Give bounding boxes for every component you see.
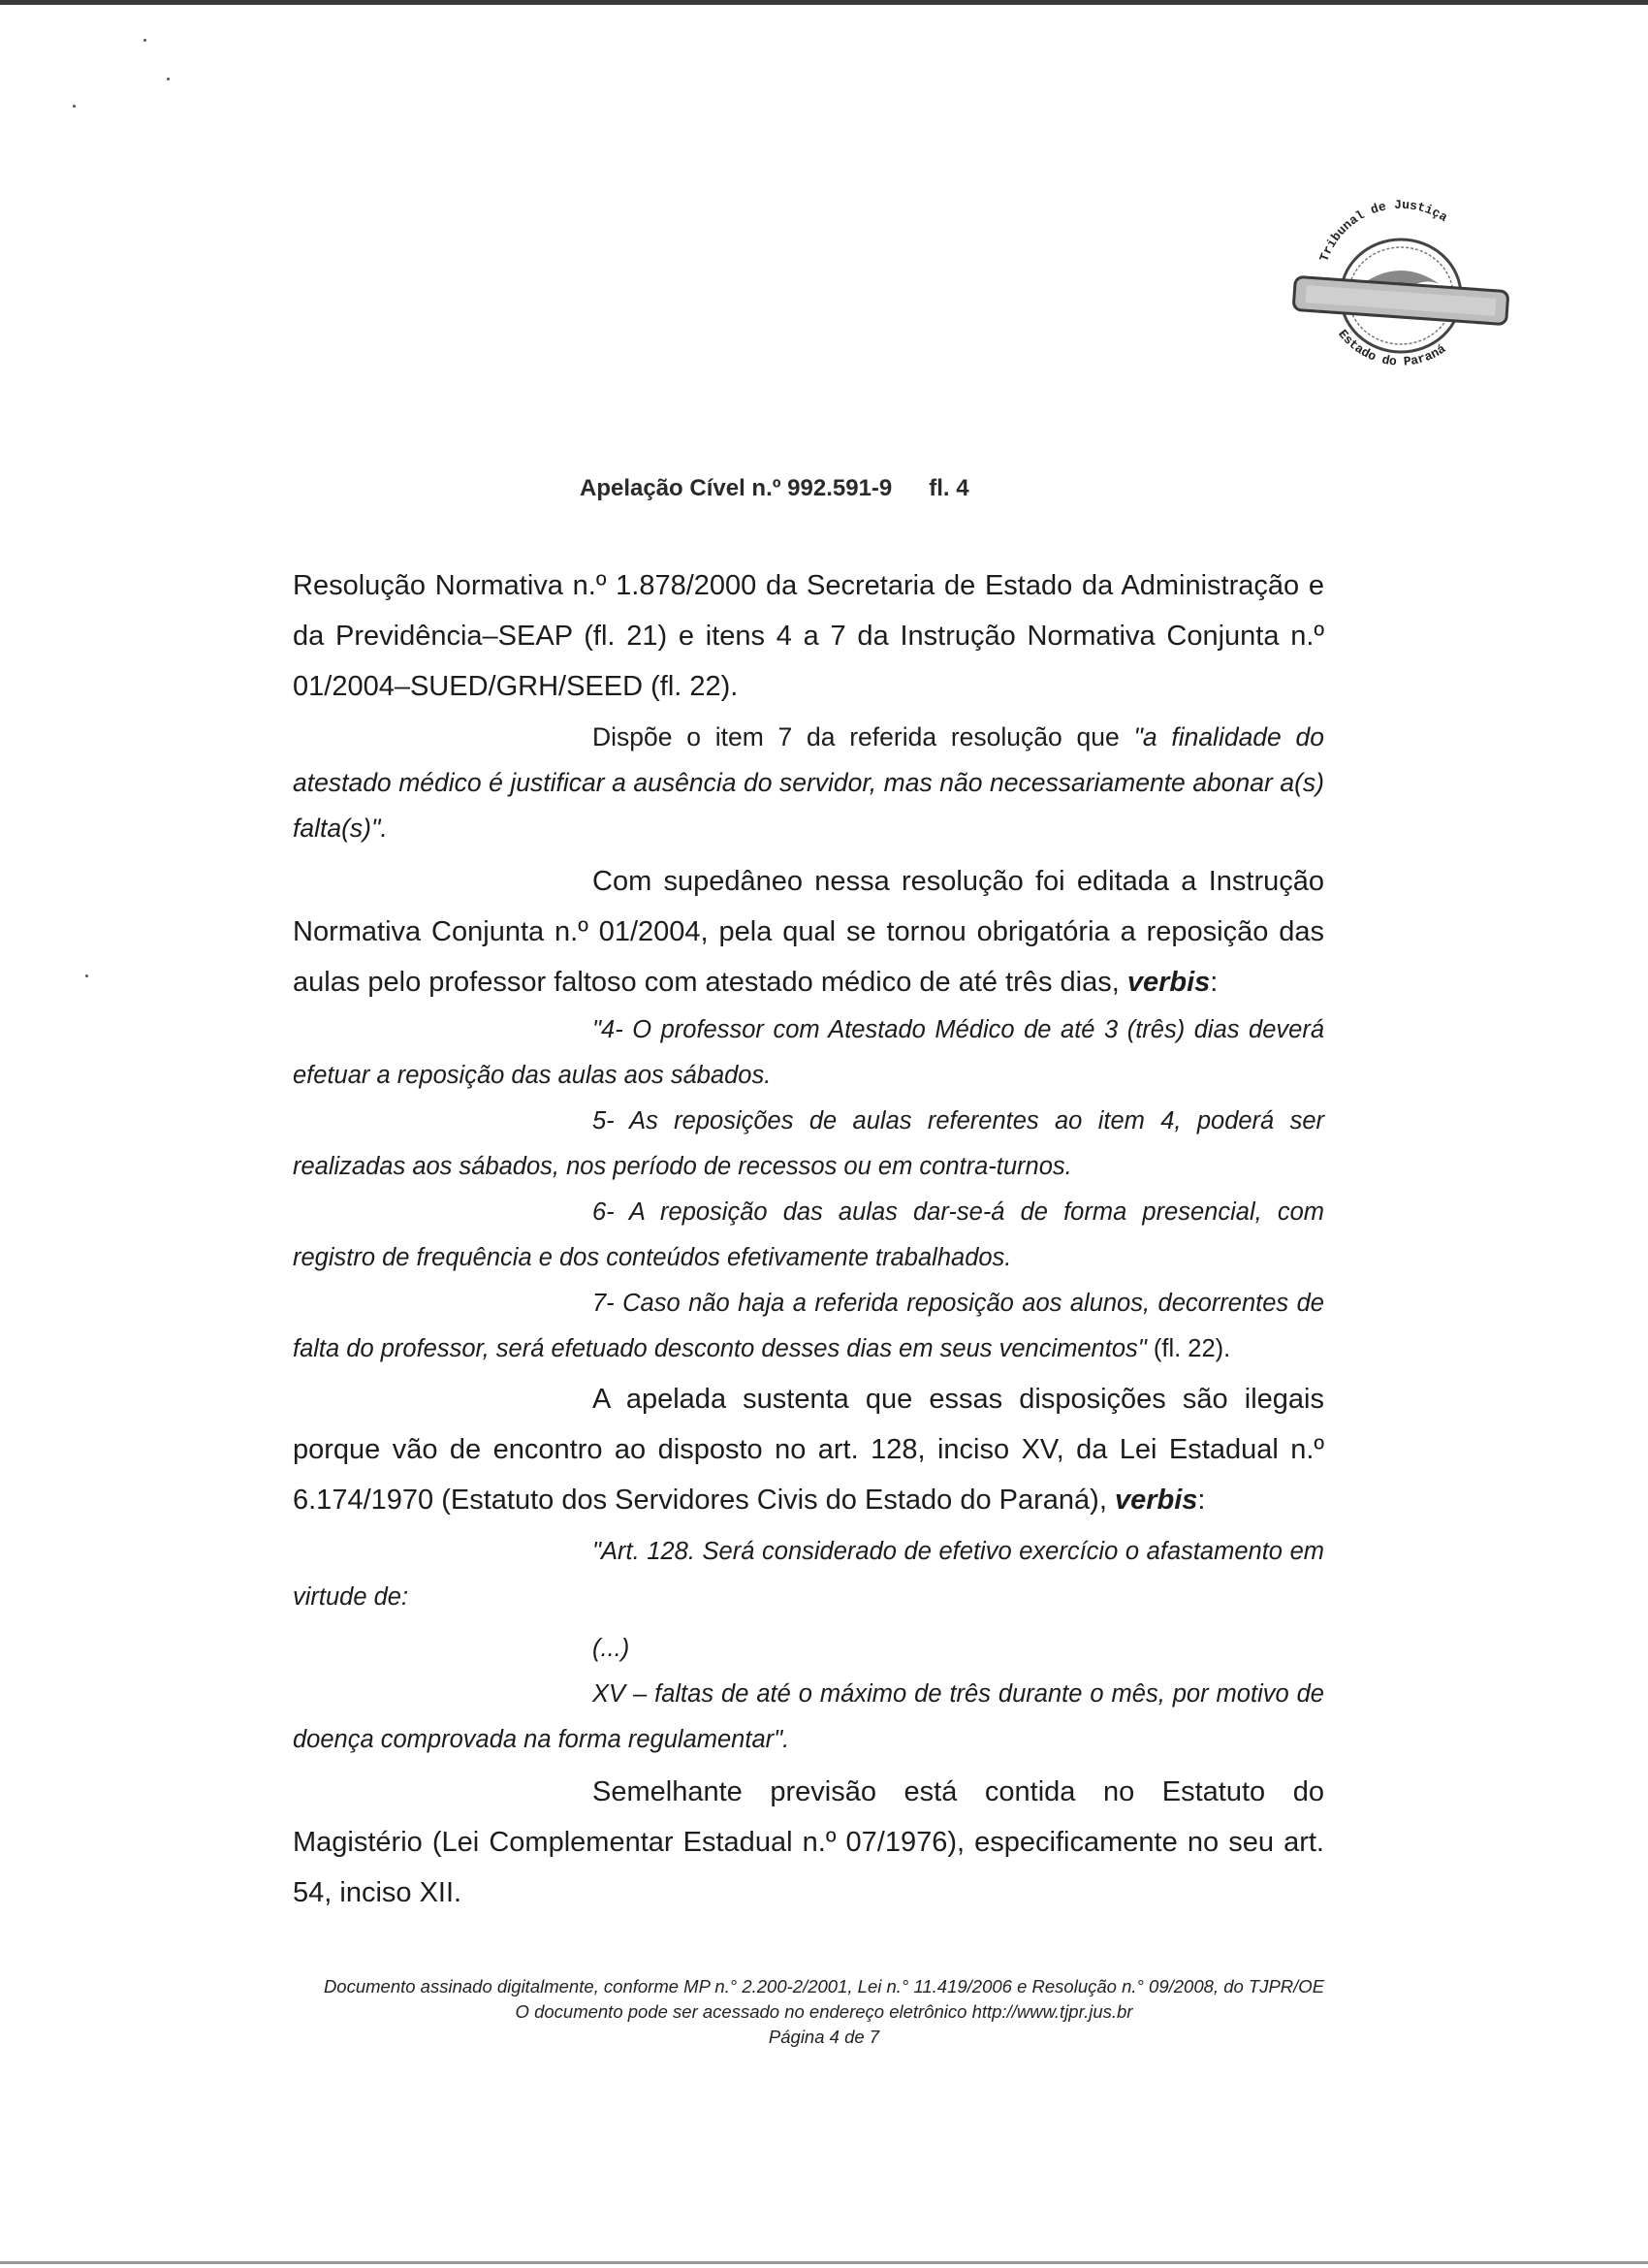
scan-top-edge [0, 0, 1648, 5]
seal-text-bottom: Estado do Paraná [1335, 327, 1449, 369]
punctuation: : [1197, 1485, 1206, 1516]
case-label: Apelação Cível n.º 992.591-9 [580, 475, 893, 501]
paragraph [293, 856, 1324, 1007]
block-quote-item: XV – faltas de até o máximo de três durante o mês, por motivo de doença comprovada na forma regulamentar". [293, 1680, 1324, 1753]
folio-reference: (fl. 22). [1146, 1335, 1231, 1362]
block-quote-item: 6- A reposição das aulas dar-se-á de forma presencial, com registro de frequência e dos conteúdos efetivamente trabalhados. [293, 1198, 1324, 1271]
punctuation: : [1210, 967, 1219, 998]
page-number: Página 4 de 7 [768, 2027, 880, 2047]
paragraph: Semelhante previsão está contida no Estatuto do Magistério (Lei Complementar Estadual n.º 07/1976), especificamente no seu art. 54, inciso XII. [293, 1776, 1324, 1908]
block-quote-item [293, 1281, 1324, 1372]
scan-speck [167, 78, 170, 80]
footer-signature-notice: Documento assinado digitalmente, conforme MP n.° 2.200-2/2001, Lei n.° 11.419/2006 e Resolução n.° 09/2008, do TJPR/OE [323, 1976, 1325, 1996]
paragraph-text: A apelada sustenta que essas disposições são ilegais porque vão de encontro ao disposto no art. 128, inciso XV, da Lei Estadual n.º 6.174/1970 (Estatuto dos Servidores Civis do Estado do Paraná), [293, 1384, 1324, 1516]
court-seal-stamp [1284, 179, 1517, 412]
seal-text-top: Tribunal de Justiça [1316, 197, 1450, 264]
footer-access-notice: O documento pode ser acessado no endereço eletrônico http://www.tjpr.jus.br [515, 2001, 1133, 2022]
document-body [293, 560, 1324, 1918]
scan-speck [73, 105, 76, 108]
page-footer [194, 1974, 1454, 2050]
paragraph [293, 1374, 1324, 1525]
page-header [580, 475, 969, 502]
folio-number: fl. 4 [929, 475, 969, 501]
scan-speck [85, 974, 88, 977]
verbis-emphasis: verbis [1114, 1485, 1198, 1516]
paragraph-text: Dispõe o item 7 da referida resolução que [592, 722, 1134, 751]
block-quote-item: "4- O professor com Atestado Médico de até 3 (três) dias deverá efetuar a reposição das aulas aos sábados. [293, 1016, 1324, 1089]
verbis-emphasis: verbis [1126, 967, 1211, 998]
quote-text: 7- Caso não haja a referida reposição aos alunos, decorrentes de falta do professor, será efetuado desconto desses dias em seus vencimentos" [293, 1290, 1324, 1362]
block-quote-item: "Art. 128. Será considerado de efetivo exercício o afastamento em virtude de: [293, 1538, 1324, 1611]
scan-speck [143, 39, 146, 42]
inline-quote: "a finalidade do atestado médico é justificar a ausência do servidor, mas não necessariamente abonar a(s) falta(s)". [293, 722, 1324, 843]
paragraph [293, 715, 1324, 851]
scan-bottom-edge [0, 2261, 1648, 2264]
paragraph: Resolução Normativa n.º 1.878/2000 da Secretaria de Estado da Administração e da Previdência–SEAP (fl. 21) e itens 4 a 7 da Instrução Normativa Conjunta n.º 01/2004–SUED/GRH/SEED (fl. 22). [293, 570, 1324, 702]
block-quote-item: 5- As reposições de aulas referentes ao item 4, poderá ser realizadas aos sábados, nos período de recessos ou em contra-turnos. [293, 1107, 1324, 1180]
paragraph-text: Com supedâneo nessa resolução foi editada a Instrução Normativa Conjunta n.º 01/2004, pela qual se tornou obrigatória a reposição das aulas pelo professor faltoso com atestado médico de até três dias, [293, 866, 1324, 998]
block-quote-ellipsis: (...) [592, 1635, 630, 1662]
